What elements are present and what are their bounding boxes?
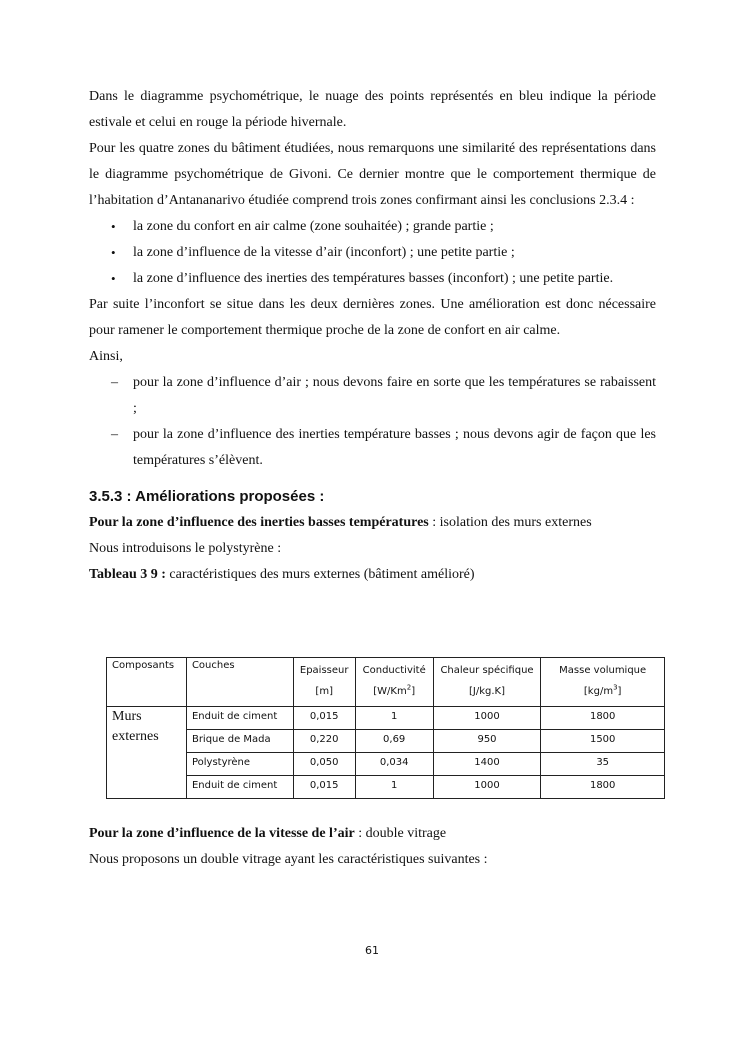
list-item: • la zone d’influence des inerties des températures basses (inconfort) ; une petite partie. [89,266,656,292]
cell-chaleur: 950 [433,730,541,753]
cell-masse: 1500 [541,730,665,753]
cell-conductivite: 1 [355,707,433,730]
dash-marker: – [111,375,118,390]
cell-epaisseur: 0,015 [293,776,355,799]
header-masse: Masse volumique $[kg/m^3]$ [541,658,665,707]
paragraph-double-vitrage: Nous proposons un double vitrage ayant les caractéristiques suivantes : [89,852,488,867]
paragraph-ainsi: Ainsi, [89,349,123,364]
dash-marker: – [111,427,118,442]
paragraph-zone-inerties: Pour la zone d’influence des inerties basses températures : isolation des murs externes [89,515,592,530]
table-caption: Tableau 3 9 : caractéristiques des murs externes (bâtiment amélioré) [89,567,475,582]
cell-conductivite: 0,69 [355,730,433,753]
bullet-marker: • [111,219,116,234]
cell-chaleur: 1000 [433,776,541,799]
list-item: • la zone du confort en air calme (zone souhaitée) ; grande partie ; [89,214,656,240]
paragraph-zones: Pour les quatre zones du bâtiment étudiées, nous remarquons une similarité des représentations dans le diagramme psychométrique de Givoni. Ce dernier montre que le comportement thermique de l’habitation d’Antananarivo étudiée comprend trois zones confirmant ainsi les conclusions 2.3.4 : [89,141,656,208]
table-row [107,776,665,799]
cell-couche: Enduit de ciment [186,707,293,730]
list-item: – pour la zone d’influence d’air ; nous devons faire en sorte que les températures se rabaissent ; [89,370,656,422]
list-item: – pour la zone d’influence des inerties température basses ; nous devons agir de façon que les températures s’élèvent. [89,422,656,474]
after-table-section [89,821,656,873]
table-row [107,707,665,730]
cell-masse: 35 [541,753,665,776]
table-header-row [107,658,665,707]
walls-table [106,657,665,799]
cell-epaisseur: 0,050 [293,753,355,776]
cell-masse: 1800 [541,707,665,730]
cell-couche: Enduit de ciment [186,776,293,799]
paragraph-polystyrene: Nous introduisons le polystyrène : [89,541,282,556]
page-number: 61 [365,944,379,957]
bullet-marker: • [111,245,116,260]
table-row [107,753,665,776]
bullet-marker: • [111,271,116,286]
header-epaisseur: Epaisseur [m] [293,658,355,707]
actions-list [89,370,656,474]
cell-masse: 1800 [541,776,665,799]
cell-conductivite: 0,034 [355,753,433,776]
table-row [107,730,665,753]
paragraph-zone-vitesse: Pour la zone d’influence de la vitesse de l’air : double vitrage [89,826,447,841]
header-chaleur: Chaleur spécifique [J/kg.K] [433,658,541,707]
cell-couche: Polystyrène [186,753,293,776]
cell-couche: Brique de Mada [186,730,293,753]
paragraph-inconfort: Par suite l’inconfort se situe dans les deux dernières zones. Une amélioration est donc nécessaire pour ramener le comportement thermique proche de la zone de confort en air calme. [89,297,656,338]
paragraph-diagram: Dans le diagramme psychométrique, le nuage des points représentés en bleu indique la période estivale et celui en rouge la période hivernale. [89,89,656,130]
list-item: • la zone d’influence de la vitesse d’air (inconfort) ; une petite partie ; [89,240,656,266]
cell-chaleur: 1400 [433,753,541,776]
header-composants: Composants [107,658,187,707]
cell-epaisseur: 0,015 [293,707,355,730]
header-conductivite: Conductivité [W/Km$^2$] [355,658,433,707]
component-cell: Murs externes [107,707,187,799]
section-heading: 3.5.3 : Améliorations proposées : [89,488,325,505]
header-couches: Couches [186,658,293,707]
cell-conductivite: 1 [355,776,433,799]
cell-epaisseur: 0,220 [293,730,355,753]
cell-chaleur: 1000 [433,707,541,730]
document-body [89,84,656,588]
zones-list [89,214,656,292]
